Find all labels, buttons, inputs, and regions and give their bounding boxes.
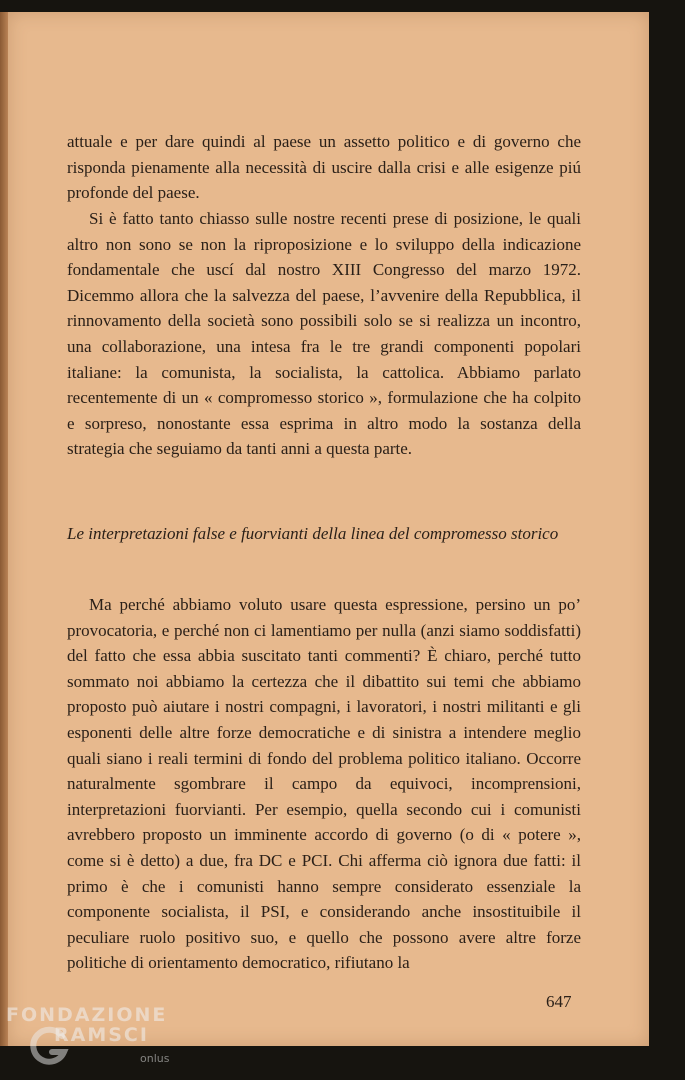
paragraph-3: Ma perché abbiamo voluto usare questa espressione, persino un po’ provocatoria, e perché non ci lamentiamo per nulla (anzi siamo soddisfatti) del fatto che essa abbia suscitato tanti commenti? È chiaro, perché tutto sommato noi abbiamo la certezza che il dibattito sui temi che abbiamo proposto può aiutare i nostri compagni, i lavoratori, i nostri militanti e gli esponenti delle altre forze democratiche e di sinistra a intendere meglio quali siano i reali termini di fondo del problema politico italiano. Occorre naturalmente sgombrare il campo da equivoci, incomprensioni, interpretazioni fuorvianti. Per esempio, quella secondo cui i comunisti avrebbero proposto un imminente accordo di governo (o di « potere », come si è detto) a due, fra DC e PCI. Chi afferma ciò ignora due fatti: il primo è che i comunisti hanno sempre considerato essenziale la componente socialista, il PSI, e considerando anche insostituibile il peculiare ruolo positivo suo, e quello che possono avere altre forze politiche di orientamento democratico, rifiutano la xyxy=(67,595,581,973)
watermark-onlus: onlus xyxy=(140,1052,170,1065)
watermark-line1: FONDAZIONE xyxy=(6,1004,168,1026)
section-heading: Le interpretazioni false e fuorvianti della linea del compromesso storico xyxy=(67,524,559,543)
watermark-line2: RAMSCI xyxy=(54,1024,149,1046)
paragraph-1: attuale e per dare quindi al paese un assetto politico e di governo che risponda pienamente alla necessità di uscire dalla crisi e alle esigenze piú profonde del paese. xyxy=(67,132,581,203)
paragraph-2: Si è fatto tanto chiasso sulle nostre recenti prese di posizione, le quali altro non sono se non la riproposizione e lo sviluppo della indicazione fondamentale che uscí dal nostro XIII Congresso del marzo 1972. Dicemmo allora che la salvezza del paese, l’avvenire della Repubblica, il rinnovamento della società sono possibili solo se si realizza un incontro, una collaborazione, una intesa fra le tre grandi componenti popolari italiane: la comunista, la socialista, la cattolica. Abbiamo parlato recentemente di un « compromesso storico », formulazione che ha colpito e sorpreso, nonostante essa esprima in altro modo la sostanza della strategia che seguiamo da tanti anni a questa parte. xyxy=(67,209,581,459)
fondazione-gramsci-watermark xyxy=(6,1004,206,1074)
page-number: 647 xyxy=(546,992,572,1011)
